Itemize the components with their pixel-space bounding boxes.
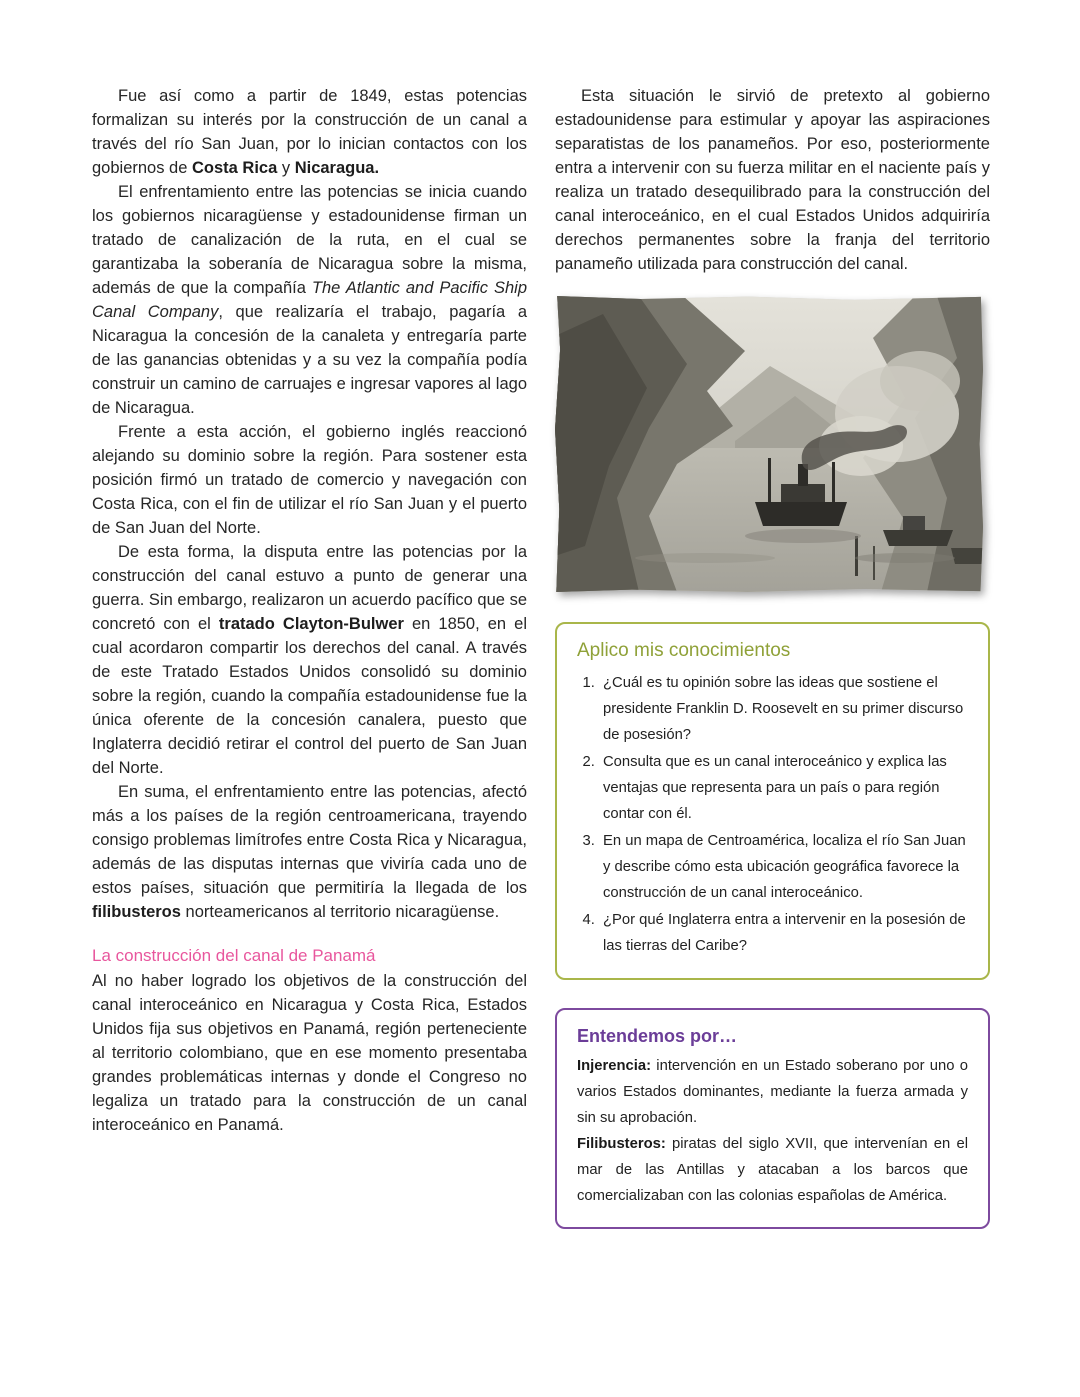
definition-term: Injerencia: xyxy=(577,1058,652,1074)
definition-term: Filibusteros: xyxy=(577,1136,666,1152)
text-segment-bold: Costa Rica xyxy=(192,159,278,177)
canal-photo-figure xyxy=(555,296,983,592)
canal-photo-image xyxy=(555,296,983,592)
paragraph-canal-interest xyxy=(92,84,527,180)
definition-filibusteros xyxy=(577,1131,968,1209)
entendemos-title: Entendemos por… xyxy=(577,1026,738,1046)
text-segment-italic: The Atlantic and Pacific Ship Canal Company xyxy=(92,279,527,321)
definition-text: intervención en un Estado soberano por uno o varios Estados dominantes, mediante la fuerza armada y sin su aprobación. xyxy=(577,1058,968,1126)
entendemos-box xyxy=(555,1008,990,1229)
canal-photo xyxy=(555,296,983,592)
text-segment: , que realizaría el trabajo, pagaría a Nicaragua la concesión de la canaleta y entregaría parte de las ganancias obtenidas y a su vez la compañía podía construir un camino de carruajes e ingresar vapores al lago de Nicaragua. xyxy=(92,303,527,417)
text-segment-bold: tratado Clayton-Bulwer xyxy=(218,615,404,633)
section-heading-panama-canal: La construcción del canal de Panamá xyxy=(92,946,376,965)
text-segment: en 1850, en el cual acordaron compartir los derechos del canal. A través de este Tratado Estados Unidos consolidó su dominio sobre la región, cuando la compañía estadounidense fue la única oferente de la concesión canalera, puesto que Inglaterra decidió retirar el control del puerto de San Juan del Norte. xyxy=(92,615,527,777)
text-segment: y xyxy=(277,159,295,177)
text-segment: Fue así como a partir de 1849, estas potencias formalizan su interés por la construcción de un canal a través del río San Juan, por lo inician contactos con los gobiernos de xyxy=(92,87,527,177)
text-segment-bold: Nicaragua. xyxy=(294,159,380,177)
aplico-question-2: 2. Consulta que es un canal interoceánico y explica las ventajas que representa para un país o para región contar con él. xyxy=(599,749,968,827)
definition-injerencia xyxy=(577,1053,968,1131)
text-segment: En suma, el enfrentamiento entre las potencias, afectó más a los países de la región centroamericana, trayendo consigo problemas limítrofes entre Costa Rica y Nicaragua, además de las disputas internas que viviría cada uno de estos países, situación que permitiría la llegada de los xyxy=(92,783,527,897)
definition-text: piratas del siglo XVII, que intervenían en el mar de las Antillas y atacaban a los barcos que comercializaban con las colonias españolas de América. xyxy=(577,1136,968,1204)
aplico-box xyxy=(555,622,990,980)
aplico-title: Aplico mis conocimientos xyxy=(577,640,791,661)
text-segment: De esta forma, la disputa entre las potencias por la construcción del canal estuvo a punto de generar una guerra. Sin embargo, realizaron un acuerdo pacífico que se concretó con el xyxy=(92,543,527,633)
paragraph-treaty-conflict xyxy=(92,180,527,420)
paragraph-english-reaction: Frente a esta acción, el gobierno inglés reaccionó alejando su dominio sobre la región. Para sostener esta posición firmó un tratado de comercio y navegación con Costa Rica, con el fin de utilizar el río San Juan y el puerto de San Juan del Norte. xyxy=(92,423,527,537)
two-column-layout xyxy=(92,84,990,1229)
aplico-question-3: 3. En un mapa de Centroamérica, localiza el río San Juan y describe cómo esta ubicación geográfica favorece la construcción de un canal interoceánico. xyxy=(599,828,968,906)
text-segment: norteamericanos al territorio nicaragüense. xyxy=(180,903,500,921)
aplico-question-4: 4. ¿Por qué Inglaterra entra a intervenir en la posesión de las tierras del Caribe? xyxy=(599,907,968,959)
aplico-question-1: 1. ¿Cuál es tu opinión sobre las ideas que sostiene el presidente Franklin D. Roosevelt en su primer discurso de posesión? xyxy=(599,670,968,748)
left-column xyxy=(92,84,527,1229)
paragraph-clayton-bulwer xyxy=(92,540,527,780)
paragraph-summary-filibusteros xyxy=(92,780,527,924)
paragraph-panama-objectives: Al no haber logrado los objetivos de la construcción del canal interoceánico en Nicaragua y Costa Rica, Estados Unidos fija sus objetivos en Panamá, región perteneciente al territorio colombiano, que en ese momento presentaba grandes problemáticas internas y donde el Congreso no legaliza un tratado para la construcción de un canal interoceánico en Panamá. xyxy=(92,972,527,1134)
paragraph-us-intervention: Esta situación le sirvió de pretexto al gobierno estadounidense para estimular y apoyar las aspiraciones separatistas de los panameños. Por eso, posteriormente entra a intervenir con su fuerza militar en el naciente país y realiza un tratado desequilibrado para la construcción del canal interoceánico, en el cual Estados Unidos adquiriría derechos permanentes sobre la franja del territorio panameño utilizada para construcción del canal. xyxy=(555,87,990,273)
text-segment: El enfrentamiento entre las potencias se inicia cuando los gobiernos nicaragüense y estadounidense firman un tratado de canalización de la ruta, en el cual se garantizaba la soberanía de Nicaragua sobre la misma, además de que la compañía xyxy=(92,183,527,297)
aplico-question-list xyxy=(599,670,968,959)
right-column xyxy=(555,84,990,1229)
text-segment-bold: filibusteros xyxy=(92,903,181,921)
